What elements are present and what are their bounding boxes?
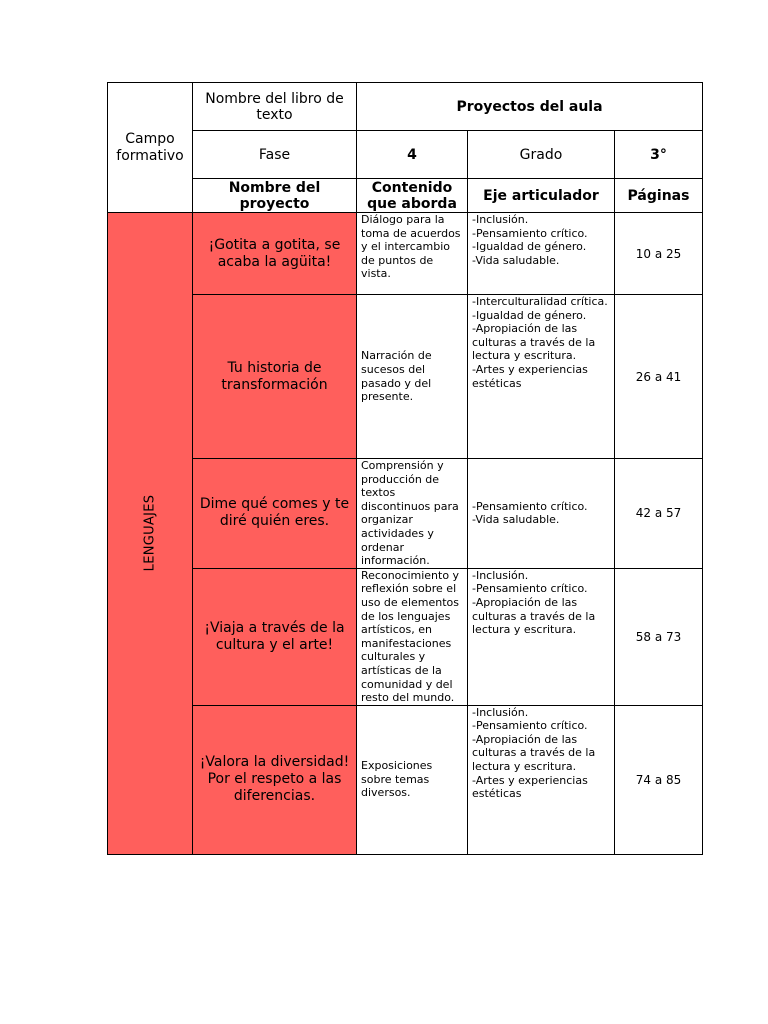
projects-table [107, 82, 703, 855]
eje-item: -Igualdad de género. [472, 240, 587, 254]
project-pages: 58 a 73 [615, 568, 703, 705]
eje-item: -Inclusión. [472, 705, 529, 719]
eje-item: -Apropiación de las culturas a través de la lectura y escritura. [472, 322, 596, 363]
project-pages: 42 a 57 [615, 459, 703, 569]
eje-item: -Pensamiento crítico. [472, 226, 588, 240]
eje-item: -Igualdad de género. [472, 308, 587, 322]
project-content: Exposiciones sobre temas diversos. [357, 705, 468, 854]
campo-formativo-label: Campo formativo [108, 83, 193, 213]
project-content: Narración de sucesos del pasado y del presente. [357, 295, 468, 459]
eje-item: -Artes y experiencias estéticas [472, 773, 588, 801]
eje-item: -Vida saludable. [472, 513, 560, 527]
project-pages: 26 a 41 [615, 295, 703, 459]
project-eje [468, 295, 615, 459]
fase-label: Fase [193, 131, 357, 179]
eje-item: -Interculturalidad crítica. [472, 295, 608, 308]
project-content: Diálogo para la toma de acuerdos y el intercambio de puntos de vista. [357, 213, 468, 295]
grado-value: 3° [615, 131, 703, 179]
table-row [108, 705, 703, 854]
campo-formativo-value: LENGUAJES [142, 495, 158, 572]
header-row-fase [108, 131, 703, 179]
eje-item: -Inclusión. [472, 568, 529, 582]
eje-item: -Apropiación de las culturas a través de la lectura y escritura. [472, 732, 596, 774]
column-header-row [108, 179, 703, 213]
table-row [108, 568, 703, 705]
table-row [108, 213, 703, 295]
project-pages: 74 a 85 [615, 705, 703, 854]
project-eje [468, 568, 615, 705]
col-header-paginas: Páginas [615, 179, 703, 213]
project-name: ¡Gotita a gotita, se acaba la agüita! [193, 213, 357, 295]
project-name: Tu historia de transformación [193, 295, 357, 459]
project-content: Comprensión y producción de textos discontinuos para organizar actividades y ordenar información. [357, 459, 468, 569]
col-header-eje: Eje articulador [468, 179, 615, 213]
project-name: ¡Valora la diversidad! Por el respeto a las diferencias. [193, 705, 357, 854]
campo-formativo-cell [108, 213, 193, 855]
eje-item: -Pensamiento crítico. [472, 499, 588, 513]
book-name-label: Nombre del libro de texto [193, 83, 357, 131]
book-name-value: Proyectos del aula [357, 83, 703, 131]
eje-item: -Inclusión. [472, 213, 529, 226]
project-name: ¡Viaja a través de la cultura y el arte! [193, 568, 357, 705]
project-eje [468, 705, 615, 854]
col-header-contenido: Contenido que aborda [357, 179, 468, 213]
grado-label: Grado [468, 131, 615, 179]
table-row [108, 295, 703, 459]
project-pages: 10 a 25 [615, 213, 703, 295]
project-name: Dime qué comes y te diré quién eres. [193, 459, 357, 569]
project-eje [468, 213, 615, 295]
header-row-book [108, 83, 703, 131]
col-header-proyecto: Nombre del proyecto [193, 179, 357, 213]
eje-item: -Artes y experiencias estéticas [472, 362, 588, 390]
eje-item: -Vida saludable. [472, 253, 560, 267]
eje-item: -Pensamiento crítico. [472, 719, 588, 733]
table-row [108, 459, 703, 569]
fase-value: 4 [357, 131, 468, 179]
project-content: Reconocimiento y reflexión sobre el uso de elementos de los lenguajes artísticos, en manifestaciones culturales y artísticas de la comunidad y del resto del mundo. [357, 568, 468, 705]
eje-item: -Apropiación de las culturas a través de la lectura y escritura. [472, 595, 596, 637]
eje-item: -Pensamiento crítico. [472, 582, 588, 596]
project-eje [468, 459, 615, 569]
